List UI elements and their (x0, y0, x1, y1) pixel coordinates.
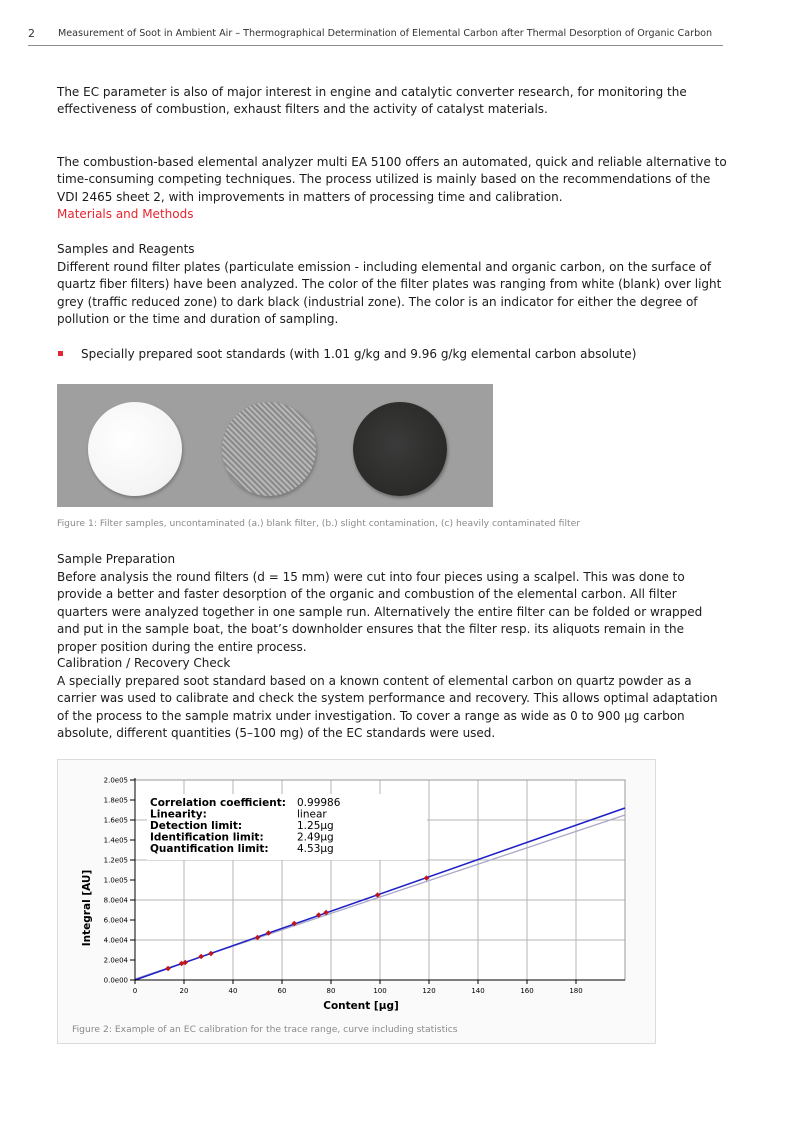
statistic-value: 4.53µg (297, 843, 334, 855)
running-title: Measurement of Soot in Ambient Air – Thermographical Determination of Elemental Carbon after Thermal Desorption of Organic Carbon (58, 28, 713, 39)
y-tick-label: 2.0e05 (103, 776, 128, 785)
x-axis-label: Content [µg] (323, 1000, 399, 1012)
light-contamination-filter-disc (222, 402, 316, 496)
figure-1-caption: Figure 1: Filter samples, uncontaminated (a.) blank filter, (b.) slight contamination, (c) heavily contaminated filter (57, 518, 581, 529)
y-tick-label: 8.0e04 (103, 896, 128, 905)
y-axis-label: Integral [AU] (81, 869, 93, 947)
statistic-value: linear (297, 808, 327, 821)
y-tick-label: 2.0e04 (103, 956, 128, 965)
x-tick-label: 100 (373, 987, 387, 995)
x-tick-label: 80 (326, 987, 336, 995)
statistic-value: 1.25µg (297, 820, 334, 832)
subheading-calibration: Calibration / Recovery Check (57, 656, 231, 670)
x-tick-label: 140 (471, 987, 485, 995)
figure-2-box (57, 759, 656, 1044)
statistic-label: Detection limit: (150, 820, 243, 832)
y-tick-label: 1.2e05 (103, 856, 128, 865)
chart-statistics (147, 794, 427, 860)
sample-preparation-paragraph: Before analysis the round filters (d = 15 mm) were cut into four pieces using a scalpel. This was done to provide a better and faster desorption of the organic and combustion of the elemental carbon. All filter quarters were analyzed together in one sample run. Alternatively the entire filter can be folded or wrapped and put in the sample boat, the boat’s downholder ensures that the filter resp. its aliquots remain in the proper position during the entire process. (57, 570, 703, 654)
bullet-item-standards: Specially prepared soot standards (with 1.01 g/kg and 9.96 g/kg elemental carbon absolute) (81, 347, 637, 361)
statistic-label: Identification limit: (150, 831, 264, 844)
calibration-paragraph: A specially prepared soot standard based on a known content of elemental carbon on quartz powder as a carrier was used to calibrate and check the system performance and recovery. This allows optimal adaptation of the process to the sample matrix under investigation. To cover a range as wide as 0 to 900 µg carbon absolute, different quantities (5–100 mg) of the EC standards were used. (57, 674, 718, 741)
y-tick-label: 1.8e05 (103, 796, 128, 805)
y-tick-label: 0.0e00 (103, 976, 128, 985)
filter-samples-photo (57, 384, 493, 507)
statistic-value: 0.99986 (297, 797, 341, 809)
intro-paragraph-2: The combustion-based elemental analyzer multi EA 5100 offers an automated, quick and reliable alternative to time-consuming competing techniques. The process utilized is mainly based on the recommendations of the VDI 2465 sheet 2, with improvements in matters of processing time and calibration. (57, 155, 727, 204)
samples-paragraph: Different round filter plates (particulate emission - including elemental and organic carbon, on the surface of quartz fiber filters) have been analyzed. The color of the filter plates was ranging from white (blank) over light grey (traffic reduced zone) to dark black (industrial zone). The color is an indicator for either the degree of pollution or the time and duration of sampling. (57, 260, 722, 327)
subheading-sample-preparation: Sample Preparation (57, 552, 176, 566)
subheading-samples: Samples and Reagents (57, 242, 195, 256)
y-tick-label: 1.0e05 (103, 876, 128, 885)
y-tick-label: 1.4e05 (103, 836, 128, 845)
figure-2-caption: Figure 2: Example of an EC calibration for the trace range, curve including statistics (72, 1024, 458, 1035)
intro-paragraph-1: The EC parameter is also of major interest in engine and catalytic converter research, for monitoring the effectiveness of combustion, exhaust filters and the activity of catalyst materials. (57, 85, 687, 117)
y-tick-label: 4.0e04 (103, 936, 128, 945)
calibration-chart (75, 760, 645, 1015)
y-tick-label: 1.6e05 (103, 816, 128, 825)
statistic-label: Quantification limit: (150, 843, 269, 855)
section-heading-materials: Materials and Methods (57, 207, 194, 221)
page-number: 2 (28, 27, 35, 40)
x-tick-label: 160 (520, 987, 534, 995)
x-tick-label: 120 (422, 987, 436, 995)
heavy-contamination-filter-disc (353, 402, 447, 496)
x-tick-label: 180 (569, 987, 583, 995)
x-tick-label: 60 (277, 987, 287, 995)
statistic-label: Correlation coefficient: (150, 797, 286, 809)
y-tick-label: 6.0e04 (103, 916, 128, 925)
statistic-label: Linearity: (150, 808, 207, 821)
statistic-value: 2.49µg (297, 831, 334, 844)
blank-filter-disc (88, 402, 182, 496)
x-tick-label: 20 (179, 987, 189, 995)
page-header (28, 27, 723, 46)
x-tick-label: 40 (228, 987, 238, 995)
x-tick-label: 0 (132, 987, 138, 995)
bullet-marker (58, 351, 63, 356)
